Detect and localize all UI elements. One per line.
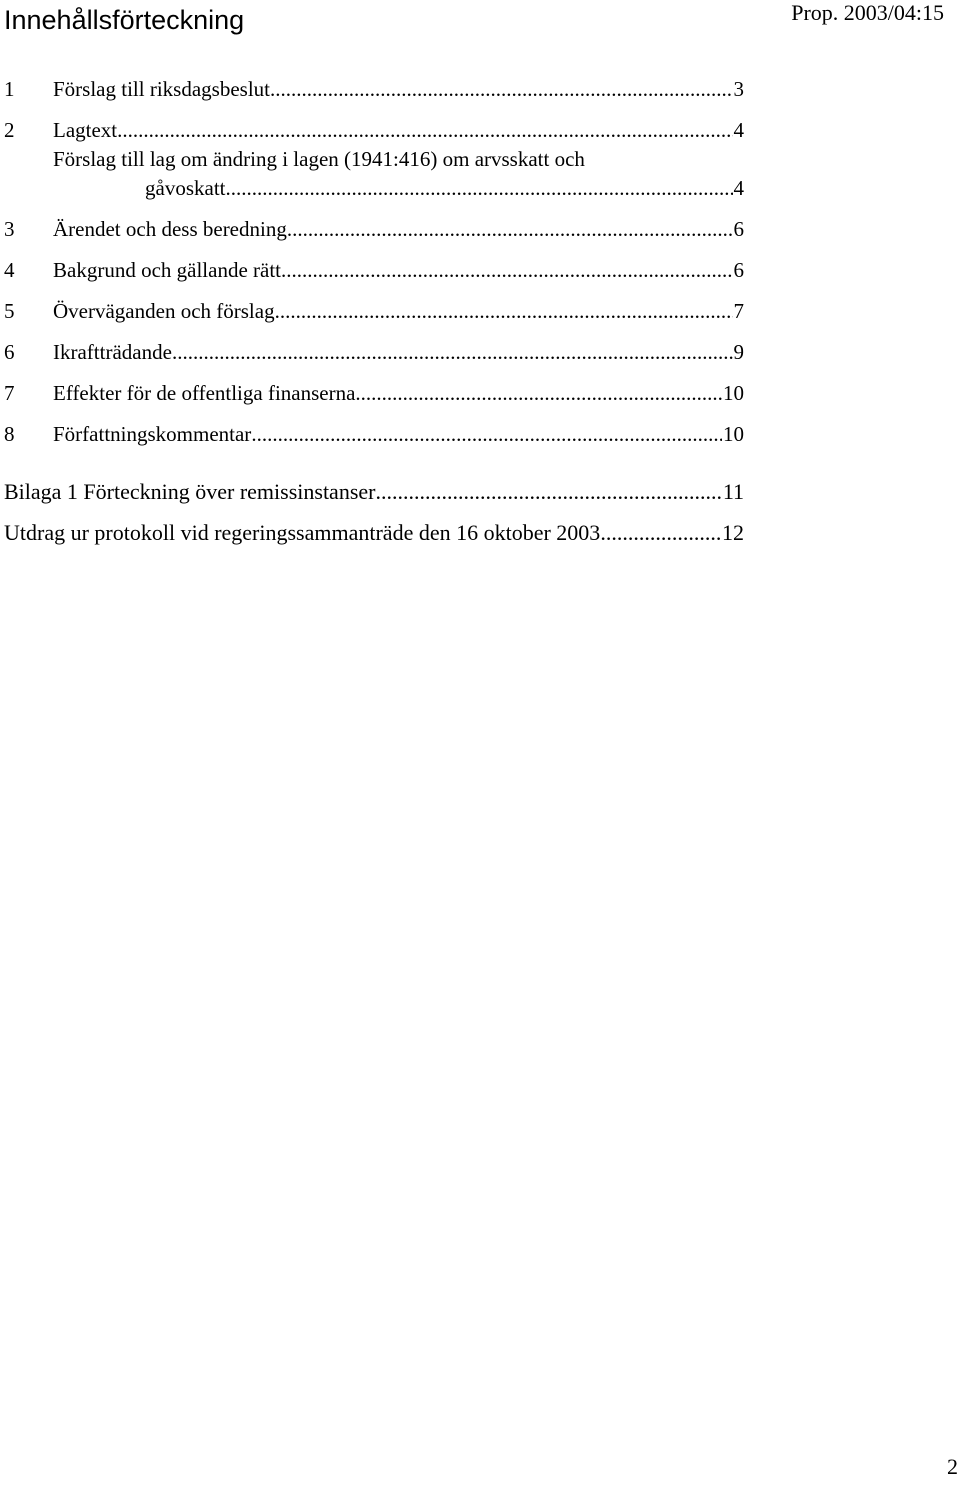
toc-entry[interactable] xyxy=(0,74,744,104)
toc-entry-number: 4 xyxy=(4,258,15,282)
dot-leader xyxy=(270,74,733,104)
toc-entry-number: 8 xyxy=(4,422,15,446)
toc-entry-page: 3 xyxy=(733,77,744,101)
toc-entry[interactable] xyxy=(0,214,744,244)
toc-appendix-title: Utdrag ur protokoll vid regeringssammanträde den 16 oktober 2003 xyxy=(4,520,601,545)
toc-entry-title: Författningskommentar xyxy=(53,422,252,446)
toc-entry-page: 6 xyxy=(733,217,744,241)
dot-leader xyxy=(375,477,721,507)
toc-entry-number: 3 xyxy=(4,217,15,241)
toc-entry-title: Lagtext xyxy=(53,118,118,142)
toc-entry-title: Effekter för de offentliga finanserna xyxy=(53,381,356,405)
toc-entry[interactable] xyxy=(0,115,744,145)
toc-appendix-page: 11 xyxy=(722,479,744,504)
toc-subentry-title-line1[interactable]: Förslag till lag om ändring i lagen (1941:416) om arvsskatt och xyxy=(53,147,585,171)
toc-appendix[interactable] xyxy=(0,518,744,548)
dot-leader xyxy=(275,296,733,326)
toc-subentry[interactable] xyxy=(0,173,744,203)
page-title: Innehållsförteckning xyxy=(4,5,245,35)
toc-entry-title: Förslag till riksdagsbeslut xyxy=(53,77,270,101)
dot-leader xyxy=(251,419,722,449)
toc-appendix-page: 12 xyxy=(722,520,744,545)
dot-leader xyxy=(225,173,732,203)
toc-entry-number: 2 xyxy=(4,118,15,142)
toc-entry[interactable] xyxy=(0,378,744,408)
toc-entry-number: 5 xyxy=(4,299,15,323)
dot-leader xyxy=(172,337,733,367)
proposition-reference: Prop. 2003/04:15 xyxy=(791,0,944,25)
toc-entry-page: 4 xyxy=(733,118,744,142)
toc-entry-number: 7 xyxy=(4,381,15,405)
toc-entry[interactable] xyxy=(0,255,744,285)
toc-entry-number: 6 xyxy=(4,340,15,364)
dot-leader xyxy=(281,255,732,285)
toc-subentry-title-line2: gåvoskatt xyxy=(145,176,226,200)
toc-entry-title: Bakgrund och gällande rätt xyxy=(53,258,282,282)
dot-leader xyxy=(287,214,733,244)
toc-entry-title: Ärendet och dess beredning xyxy=(53,217,287,241)
toc-appendix[interactable] xyxy=(0,477,744,507)
toc-entry[interactable] xyxy=(0,296,744,326)
page-number: 2 xyxy=(947,1454,958,1479)
toc-entry-title: Överväganden och förslag xyxy=(53,299,275,323)
toc-entry-page: 10 xyxy=(723,381,744,405)
dot-leader xyxy=(355,378,722,408)
toc-entry[interactable] xyxy=(0,419,744,449)
dot-leader xyxy=(117,115,732,145)
toc-appendix-title: Bilaga 1 Förteckning över remissinstanser xyxy=(4,479,376,504)
toc-entry-number: 1 xyxy=(4,77,15,101)
toc-entry-title: Ikraftträdande xyxy=(53,340,172,364)
toc-entry-page: 10 xyxy=(723,422,744,446)
toc-entry-page: 4 xyxy=(733,176,744,200)
toc-entry-page: 6 xyxy=(733,258,744,282)
toc-entry-page: 7 xyxy=(733,299,744,323)
toc-entry-page: 9 xyxy=(733,340,744,364)
toc-entry[interactable] xyxy=(0,337,744,367)
dot-leader xyxy=(600,518,721,548)
